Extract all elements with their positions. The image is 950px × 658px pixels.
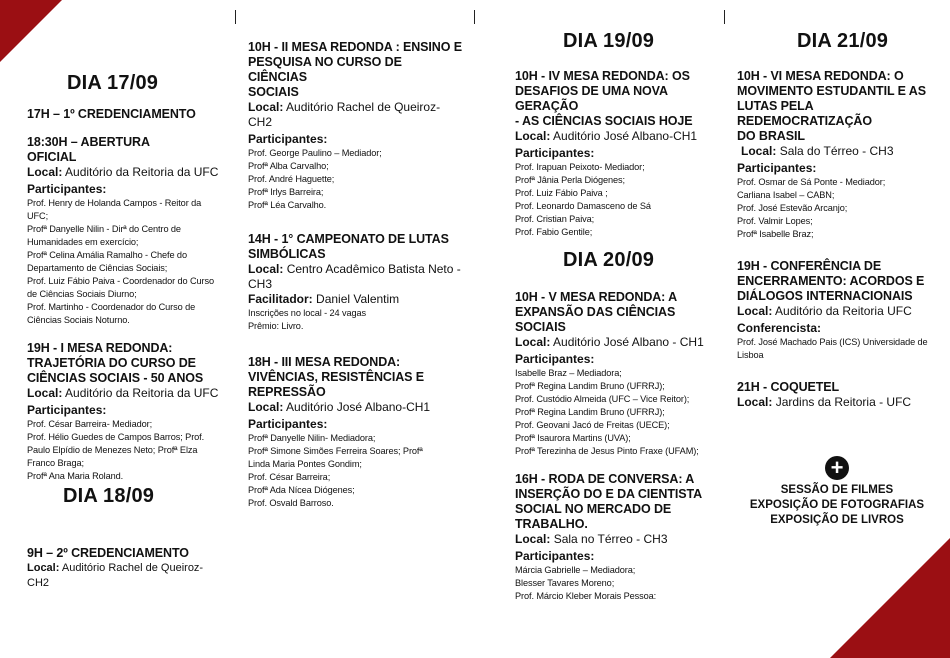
participant-line: de Ciências Sociais Diurno;	[27, 289, 137, 299]
participants-heading: Participantes:	[515, 146, 595, 160]
column-day-19-20	[515, 0, 720, 603]
event-location	[737, 395, 945, 410]
extra-item: EXPOSIÇÃO DE FOTOGRAFIAS	[749, 499, 925, 511]
event-title: REPRESSÃO	[248, 385, 326, 399]
participant-line: Profª Irlys Barreira;	[248, 187, 324, 197]
event-title: 9H – 2º CREDENCIAMENTO	[27, 546, 189, 560]
event-location	[248, 400, 463, 415]
event-location	[248, 100, 463, 115]
event-conferencia-encerramento	[737, 259, 945, 362]
event-abertura-oficial	[27, 135, 227, 327]
event-title: 16H - RODA DE CONVERSA: A	[515, 472, 695, 486]
event-location	[737, 144, 945, 159]
fold-mark	[724, 10, 725, 24]
event-title: 10H - V MESA REDONDA: A	[515, 290, 678, 304]
event-mesa-redonda-3	[248, 355, 463, 510]
event-title: LUTAS PELA REDEMOCRATIZAÇÃO	[737, 99, 872, 128]
location-label: Local:	[27, 386, 63, 400]
event-location	[515, 335, 720, 350]
column-day-18-continued	[248, 0, 463, 510]
participant-line: Prof. Irapuan Peixoto- Mediador;	[515, 162, 645, 172]
participant-line: Prof. Luiz Fábio Paiva - Coordenador do Curso	[27, 276, 215, 286]
event-title: 19H - CONFERÊNCIA DE	[737, 259, 882, 273]
participant-line: Prof. Cristian Paiva;	[515, 214, 595, 224]
participants-heading: Participantes:	[27, 182, 107, 196]
event-title: DESAFIOS DE UMA NOVA GERAÇÃO	[515, 84, 668, 113]
event-title: EXPANSÃO DAS CIÊNCIAS SOCIAIS	[515, 305, 676, 334]
participant-line: Profª Regina Landim Bruno (UFRRJ);	[515, 381, 665, 391]
location-value: Auditório da Reitoria da UFC	[65, 386, 219, 400]
participant-line: UFC;	[27, 211, 49, 221]
event-campeonato-lutas	[248, 232, 463, 333]
event-title: SOCIAL NO MERCADO DE	[515, 502, 672, 516]
event-credenciamento-1-title: 17H – 1º CREDENCIAMENTO	[27, 107, 196, 121]
day-title-17-09: DIA 17/09	[67, 72, 159, 94]
facilitator-label: Facilitador:	[248, 292, 313, 306]
plus-icon: +	[825, 456, 849, 480]
participant-line: Prof. Custódio Almeida (UFC – Vice Reitor);	[515, 394, 690, 404]
event-title: 10H - VI MESA REDONDA: O	[737, 69, 904, 83]
location-value: CH3	[248, 277, 273, 291]
event-location	[27, 386, 227, 401]
facilitator-value: Daniel Valentim	[316, 292, 400, 306]
speaker-heading: Conferencista:	[737, 321, 822, 335]
event-note: Inscrições no local - 24 vagas	[248, 308, 367, 318]
event-note: Prêmio: Livro.	[248, 321, 304, 331]
event-coquetel	[737, 380, 945, 410]
event-title: INSERÇÃO DO E DA CIENTISTA	[515, 487, 702, 501]
location-label: Local:	[248, 100, 284, 114]
participants-heading: Participantes:	[737, 161, 817, 175]
event-location	[27, 561, 227, 591]
participant-line: Prof. Hélio Guedes de Campos Barros; Prof.	[27, 432, 205, 442]
participant-line: Prof. André Haguette;	[248, 174, 335, 184]
participant-line: Ciências Sociais Noturno.	[27, 315, 130, 325]
event-title: 10H - IV MESA REDONDA: OS	[515, 69, 690, 83]
event-title: 18H - III MESA REDONDA:	[248, 355, 401, 369]
event-mesa-redonda-5	[515, 290, 720, 458]
participant-line: Prof. Osmar de Sá Ponte - Mediador;	[737, 177, 886, 187]
event-title: 19H - I MESA REDONDA:	[27, 341, 173, 355]
location-value: Auditório José Albano - CH1	[553, 335, 704, 349]
participant-line: Prof. César Barreira- Mediador;	[27, 419, 153, 429]
location-label: Local:	[515, 532, 551, 546]
participant-line: Humanidades em exercício;	[27, 237, 139, 247]
participant-line: Prof. George Paulino – Mediador;	[248, 148, 382, 158]
location-value: Sala no Térreo - CH3	[553, 532, 668, 546]
location-value: Jardins da Reitoria - UFC	[775, 395, 912, 409]
participant-line: Profª Isabelle Braz;	[737, 229, 814, 239]
participant-line: Prof. José Estevão Arcanjo;	[737, 203, 848, 213]
participant-line: Franco Braga;	[27, 458, 84, 468]
participant-line: Profª Ada Nícea Diógenes;	[248, 485, 355, 495]
column-day-17	[27, 0, 227, 591]
speaker-line: Prof. José Machado Pais (ICS) Universidade de	[737, 337, 928, 347]
location-value: Auditório Rachel de Queiroz-	[286, 100, 441, 114]
event-roda-de-conversa	[515, 472, 720, 603]
location-value: Auditório José Albano-CH1	[553, 129, 698, 143]
event-mesa-redonda-4	[515, 69, 720, 239]
participant-line: Isabelle Braz – Mediadora;	[515, 368, 622, 378]
event-mesa-redonda-6	[737, 69, 945, 241]
participant-line: Profª Celina Amália Ramalho - Chefe do	[27, 250, 187, 260]
participants-heading: Participantes:	[515, 549, 595, 563]
event-title: DIÁLOGOS INTERNACIONAIS	[737, 289, 913, 303]
corner-decoration-bottom-right	[830, 538, 950, 658]
participants-heading: Participantes:	[248, 132, 328, 146]
event-location	[27, 165, 227, 180]
participant-line: Profª Ana Maria Roland.	[27, 471, 124, 481]
event-title: SOCIAIS	[248, 85, 299, 99]
fold-mark	[474, 10, 475, 24]
participant-line: Prof. Márcio Kleber Morais Pessoa:	[515, 591, 657, 601]
event-title: TRAJETÓRIA DO CURSO DE	[27, 356, 196, 370]
location-label: Local:	[515, 335, 551, 349]
participant-line: Prof. Fabio Gentile;	[515, 227, 593, 237]
event-location	[248, 262, 463, 277]
location-label: Local:	[741, 144, 777, 158]
location-label: Local:	[27, 165, 63, 179]
event-title: - AS CIÊNCIAS SOCIAIS HOJE	[515, 114, 693, 128]
participant-line: Márcia Gabrielle – Mediadora;	[515, 565, 636, 575]
location-value: Sala do Térreo - CH3	[779, 144, 894, 158]
extra-item: EXPOSIÇÃO DE LIVROS	[770, 514, 904, 526]
location-value: Auditório da Reitoria UFC	[775, 304, 912, 318]
location-label: Local:	[248, 400, 284, 414]
participant-line: Profª Simone Simões Ferreira Soares; Profª	[248, 446, 423, 456]
event-mesa-redonda-2	[248, 40, 463, 212]
participant-line: Departamento de Ciências Sociais;	[27, 263, 168, 273]
participant-line: Profª Jânia Perla Diógenes;	[515, 175, 625, 185]
location-label: Local:	[737, 395, 773, 409]
participant-line: Profª Danyelle Nilin - Dirª do Centro de	[27, 224, 181, 234]
participant-line: Blesser Tavares Moreno;	[515, 578, 615, 588]
participant-line: Profª Alba Carvalho;	[248, 161, 329, 171]
participant-line: Prof. Osvald Barroso.	[248, 498, 334, 508]
location-label: Local:	[515, 129, 551, 143]
location-label: Local:	[737, 304, 773, 318]
event-facilitator	[248, 292, 463, 307]
location-label: Local:	[27, 562, 60, 574]
day-title-19-09: DIA 19/09	[563, 30, 655, 52]
participant-line: Profª Danyelle Nilin- Mediadora;	[248, 433, 376, 443]
column-day-21	[737, 0, 945, 528]
location-value: Auditório da Reitoria da UFC	[65, 165, 219, 179]
speaker-line: Lisboa	[737, 350, 764, 360]
extra-item: SESSÃO DE FILMES	[780, 484, 894, 496]
participant-line: Prof. César Barreira;	[248, 472, 331, 482]
location-label: Local:	[248, 262, 284, 276]
participant-line: Paulo Elpídio de Menezes Neto; Profª Elza	[27, 445, 198, 455]
event-title: CIÊNCIAS SOCIAIS - 50 ANOS	[27, 371, 204, 385]
event-title: SIMBÓLICAS	[248, 247, 326, 261]
event-mesa-redonda-1	[27, 341, 227, 483]
participant-line: Prof. Leonardo Damasceno de Sá	[515, 201, 651, 211]
location-value: CH2	[248, 115, 273, 129]
extras-block	[737, 456, 937, 528]
event-title: DO BRASIL	[737, 129, 805, 143]
day-title-20-09: DIA 20/09	[563, 249, 655, 271]
location-value: Auditório Rachel de Queiroz- CH2	[27, 562, 204, 589]
event-location	[515, 532, 720, 547]
event-title: ENCERRAMENTO: ACORDOS E	[737, 274, 925, 288]
participants-heading: Participantes:	[248, 417, 328, 431]
event-title: 18:30H – ABERTURA	[27, 135, 150, 149]
participant-line: Profª Regina Landim Bruno (UFRRJ);	[515, 407, 665, 417]
participant-line: Profª Terezinha de Jesus Pinto Fraxe (UFAM);	[515, 446, 699, 456]
participant-line: Carliana Isabel – CABN;	[737, 190, 835, 200]
event-title: 21H - COQUETEL	[737, 380, 840, 394]
participant-line: Prof. Henry de Holanda Campos - Reitor da	[27, 198, 202, 208]
event-title: 14H - 1° CAMPEONATO DE LUTAS	[248, 232, 449, 246]
location-value: Auditório José Albano-CH1	[286, 400, 431, 414]
fold-mark	[235, 10, 236, 24]
event-title: MOVIMENTO ESTUDANTIL E AS	[737, 84, 926, 98]
participant-line: Profª Léa Carvalho.	[248, 200, 327, 210]
event-credenciamento-2	[27, 546, 227, 591]
day-title-21-09: DIA 21/09	[797, 30, 889, 52]
event-title: TRABALHO.	[515, 517, 588, 531]
participants-heading: Participantes:	[27, 403, 107, 417]
location-value: Centro Acadêmico Batista Neto -	[286, 262, 461, 276]
participant-line: Prof. Geovani Jacó de Freitas (UECE);	[515, 420, 670, 430]
participant-line: Prof. Martinho - Coordenador do Curso de	[27, 302, 196, 312]
participant-line: Prof. Luiz Fábio Paiva ;	[515, 188, 608, 198]
event-title: PESQUISA NO CURSO DE CIÊNCIAS	[248, 55, 402, 84]
participant-line: Linda Maria Pontes Gondim;	[248, 459, 362, 469]
event-title: VIVÊNCIAS, RESISTÊNCIAS E	[248, 370, 425, 384]
event-location	[515, 129, 720, 144]
participant-line: Profª Isaurora Martins (UVA);	[515, 433, 631, 443]
participants-heading: Participantes:	[515, 352, 595, 366]
event-location	[737, 304, 945, 319]
participant-line: Prof. Valmir Lopes;	[737, 216, 813, 226]
event-title: OFICIAL	[27, 150, 77, 164]
event-title: 10H - II MESA REDONDA : ENSINO E	[248, 40, 462, 54]
day-title-18-09: DIA 18/09	[63, 485, 155, 507]
